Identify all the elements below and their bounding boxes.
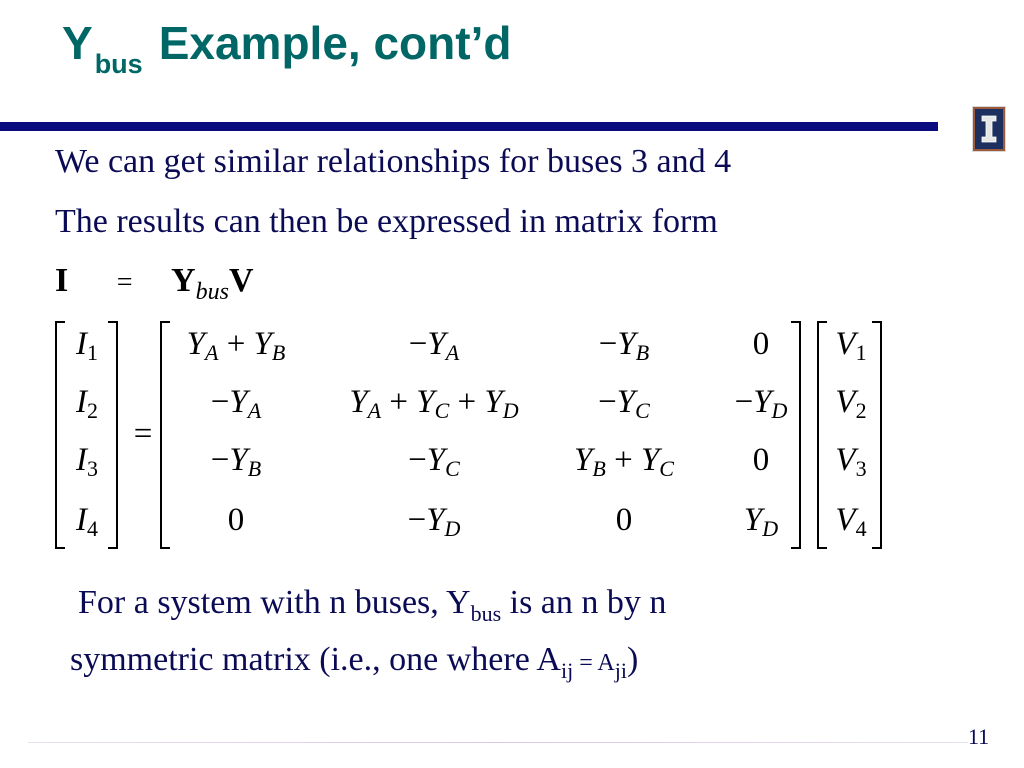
- operator: +: [605, 442, 641, 478]
- admittance-subscript: C: [434, 398, 450, 423]
- operator: −: [210, 442, 230, 478]
- footer-divider: [28, 742, 968, 743]
- current-symbol: I: [76, 326, 87, 362]
- voltage-vector-entry: [835, 384, 866, 424]
- ybus-entry: [211, 384, 261, 424]
- current-subscript: 1: [87, 340, 98, 365]
- admittance-symbol: Y: [229, 442, 248, 478]
- ybus-entry: [408, 442, 460, 482]
- current-vector-entry: [76, 384, 98, 424]
- admittance-symbol: Y: [574, 442, 593, 478]
- ybus-entry: [744, 502, 778, 542]
- page-number: 11: [968, 724, 990, 749]
- admittance-symbol: Y: [229, 384, 248, 420]
- ybus-entry: [735, 384, 788, 424]
- admittance-subscript: B: [247, 456, 262, 481]
- admittance-subscript: C: [445, 456, 460, 481]
- body-line-2: The results can then be expressed in matrix form: [55, 203, 718, 240]
- note-line-1-sub: bus: [470, 601, 502, 626]
- current-symbol: I: [76, 502, 87, 538]
- ybus-entry: [349, 384, 518, 424]
- note-line-1-b: is an n by n: [501, 584, 667, 621]
- voltage-subscript: 3: [855, 456, 867, 481]
- voltage-symbol: V: [835, 442, 856, 478]
- admittance-subscript: A: [247, 398, 262, 423]
- ybus-entry: [211, 442, 261, 482]
- voltage-subscript: 4: [855, 516, 867, 541]
- ybus-entry: [574, 442, 674, 482]
- note-line-2-b: ): [626, 641, 639, 678]
- operator: +: [218, 326, 254, 362]
- ybus-entry: [187, 326, 286, 366]
- voltage-symbol: V: [835, 326, 856, 362]
- current-symbol: I: [76, 384, 87, 420]
- note-line-2-a: symmetric matrix (i.e., one where A: [70, 641, 561, 678]
- zero-entry: 0: [752, 442, 770, 478]
- operator: +: [381, 384, 417, 420]
- admittance-subscript: D: [444, 516, 461, 541]
- equation-rhs-sub: bus: [195, 279, 229, 305]
- zero-entry: 0: [615, 502, 633, 538]
- voltage-subscript: 2: [855, 398, 867, 423]
- operator: −: [598, 384, 617, 420]
- admittance-symbol: Y: [349, 384, 368, 420]
- ybus-entry: [408, 502, 461, 542]
- admittance-symbol: Y: [640, 442, 660, 478]
- title-subscript: bus: [94, 49, 143, 79]
- operator: −: [598, 326, 618, 362]
- admittance-symbol: Y: [253, 326, 272, 362]
- current-vector-left-bracket: [56, 322, 65, 548]
- university-logo-icon: [972, 106, 1006, 152]
- equation-lhs: I: [55, 262, 69, 299]
- zero-entry: 0: [752, 326, 770, 362]
- voltage-symbol: V: [835, 502, 856, 538]
- voltage-vector-right-bracket: [872, 322, 881, 548]
- operator: −: [408, 442, 427, 478]
- admittance-symbol: Y: [416, 384, 435, 420]
- matrix-equals-sign: =: [133, 416, 153, 452]
- title-main: Y: [62, 17, 93, 69]
- note-line-2-sub1: ij: [560, 658, 574, 683]
- operator: +: [449, 384, 485, 420]
- equation-ibus: [55, 262, 254, 305]
- current-vector-entry: [76, 326, 98, 366]
- admittance-subscript: B: [635, 340, 650, 365]
- admittance-subscript: C: [635, 398, 650, 423]
- note-line-2-eq: = A: [573, 650, 615, 676]
- admittance-subscript: C: [659, 456, 674, 481]
- admittance-symbol: Y: [426, 502, 445, 538]
- note-line-1-a: For a system with n buses, Y: [78, 584, 471, 621]
- voltage-vector-entry: [835, 326, 866, 366]
- ybus-entry: [409, 326, 459, 366]
- voltage-subscript: 1: [855, 340, 867, 365]
- ybus-entry: [598, 384, 650, 424]
- voltage-vector-left-bracket: [818, 322, 827, 548]
- ybus-entry: [753, 442, 770, 479]
- current-subscript: 4: [87, 516, 98, 541]
- admittance-symbol: Y: [743, 502, 763, 538]
- current-subscript: 3: [87, 456, 98, 481]
- current-vector-right-bracket: [108, 322, 117, 548]
- equation-rhs-vector: V: [228, 262, 254, 299]
- admittance-subscript: B: [592, 456, 606, 481]
- admittance-subscript: A: [204, 340, 219, 365]
- slide-title: [62, 16, 512, 79]
- current-subscript: 2: [87, 398, 98, 423]
- ybus-entry: [616, 502, 633, 539]
- operator: −: [210, 384, 230, 420]
- admittance-symbol: Y: [186, 326, 205, 362]
- note-line-2: [70, 641, 638, 684]
- operator: −: [407, 502, 427, 538]
- zero-entry: 0: [227, 502, 245, 538]
- admittance-subscript: A: [445, 340, 460, 365]
- ybus-entry: [228, 502, 245, 539]
- admittance-symbol: Y: [616, 384, 636, 420]
- ybus-entry: [753, 326, 770, 363]
- ybus-entry: [599, 326, 649, 366]
- current-vector-entry: [76, 502, 98, 542]
- voltage-symbol: V: [835, 384, 856, 420]
- admittance-symbol: Y: [427, 326, 446, 362]
- equation-rhs-main: Y: [171, 262, 196, 299]
- admittance-subscript: D: [762, 516, 779, 541]
- current-symbol: I: [76, 442, 87, 478]
- admittance-subscript: B: [271, 340, 286, 365]
- matrix-equation: [46, 318, 896, 558]
- title-rule: [0, 122, 938, 131]
- admittance-symbol: Y: [426, 442, 446, 478]
- admittance-subscript: A: [367, 398, 382, 423]
- admittance-symbol: Y: [484, 384, 503, 420]
- admittance-subscript: D: [502, 398, 519, 423]
- note-line-2-sub2: ji: [614, 658, 627, 683]
- operator: −: [408, 326, 428, 362]
- voltage-vector-entry: [835, 442, 866, 482]
- admittance-symbol: Y: [753, 384, 772, 420]
- ybus-right-bracket: [791, 322, 800, 548]
- admittance-subscript: D: [771, 398, 788, 423]
- operator: −: [734, 384, 754, 420]
- equation-operator: =: [116, 267, 133, 298]
- ybus-left-bracket: [161, 322, 170, 548]
- voltage-vector-entry: [835, 502, 866, 542]
- title-rest: Example, cont’d: [158, 17, 512, 69]
- admittance-symbol: Y: [617, 326, 636, 362]
- body-line-1: We can get similar relationships for buses 3 and 4: [55, 143, 732, 180]
- note-line-1: [78, 584, 666, 627]
- current-vector-entry: [76, 442, 98, 482]
